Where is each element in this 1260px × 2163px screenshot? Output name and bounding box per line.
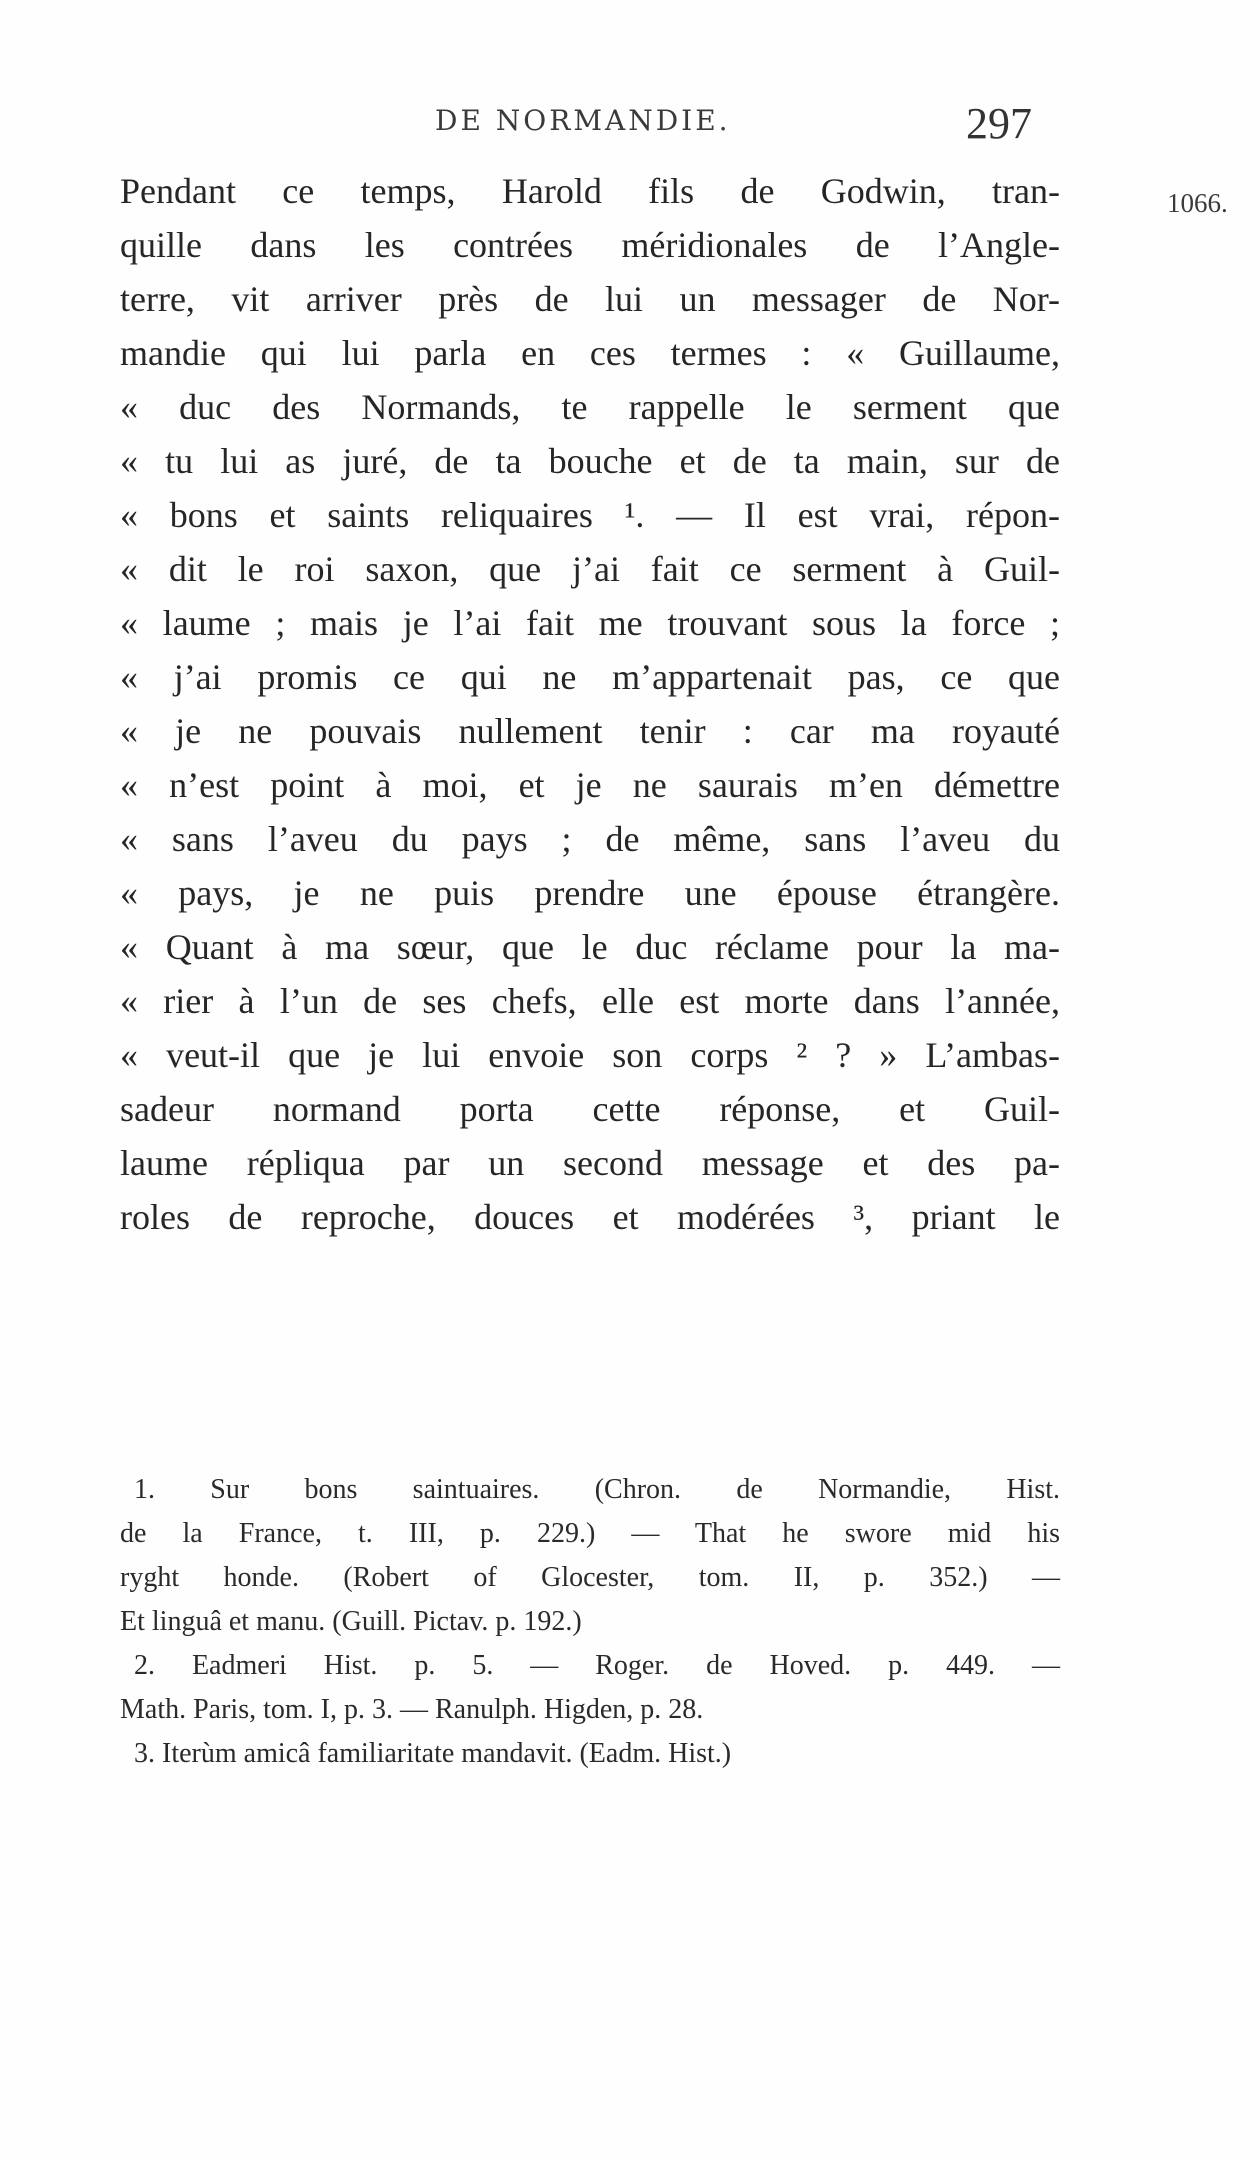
text-line: « sans l’aveu du pays ; de même, sans l’aveu du [120,819,1060,859]
footnote-line: Math. Paris, tom. I, p. 3. — Ranulph. Higden, p. 28. [120,1694,704,1725]
footnote-line: Et linguâ et manu. (Guill. Pictav. p. 192.) [120,1606,582,1637]
margin-year-note: 1066. [1167,188,1228,218]
body-text [120,164,1060,1244]
text-line: « j’ai promis ce qui ne m’appartenait pas, ce que [120,657,1060,697]
text-line: « dit le roi saxon, que j’ai fait ce serment à Guil- [120,549,1060,589]
footnote-line: 1. Sur bons saintuaires. (Chron. de Normandie, Hist. [134,1474,1060,1505]
text-line: « veut-il que je lui envoie son corps ² ? » L’ambas- [120,1035,1060,1075]
text-line: « je ne pouvais nullement tenir : car ma royauté [120,711,1060,751]
text-line: roles de reproche, douces et modérées ³, priant le [120,1197,1060,1237]
footnote-line: de la France, t. III, p. 229.) — That he swore mid his [120,1518,1060,1549]
text-line: Pendant ce temps, Harold fils de Godwin, tran- [120,171,1060,211]
text-line: sadeur normand porta cette réponse, et Guil- [120,1089,1060,1129]
page-number: 297 [966,99,1032,148]
text-line: « Quant à ma sœur, que le duc réclame pour la ma- [120,927,1060,967]
text-line: laume répliqua par un second message et des pa- [120,1143,1060,1183]
text-line: mandie qui lui parla en ces termes : « Guillaume, [120,333,1060,373]
footnote-line: 3. Iterùm amicâ familiaritate mandavit. (Eadm. Hist.) [134,1738,732,1769]
text-line: « duc des Normands, te rappelle le serment que [120,387,1060,427]
text-line: « laume ; mais je l’ai fait me trouvant sous la force ; [120,603,1060,643]
footnotes [120,1468,1060,1776]
text-line: « bons et saints reliquaires ¹. — Il est vrai, répon- [120,495,1060,535]
text-line: « rier à l’un de ses chefs, elle est morte dans l’année, [120,981,1060,1021]
footnote-line: ryght honde. (Robert of Glocester, tom. II, p. 352.) — [120,1562,1060,1593]
text-line: quille dans les contrées méridionales de l’Angle- [120,225,1060,265]
text-line: terre, vit arriver près de lui un messager de Nor- [120,279,1060,319]
running-header: DE NORMANDIE. [435,104,731,137]
footnote-line: 2. Eadmeri Hist. p. 5. — Roger. de Hoved. p. 449. — [134,1650,1060,1681]
text-line: « tu lui as juré, de ta bouche et de ta main, sur de [120,441,1060,481]
text-line: « pays, je ne puis prendre une épouse étrangère. [120,873,1060,913]
text-line: « n’est point à moi, et je ne saurais m’en démettre [120,765,1060,805]
